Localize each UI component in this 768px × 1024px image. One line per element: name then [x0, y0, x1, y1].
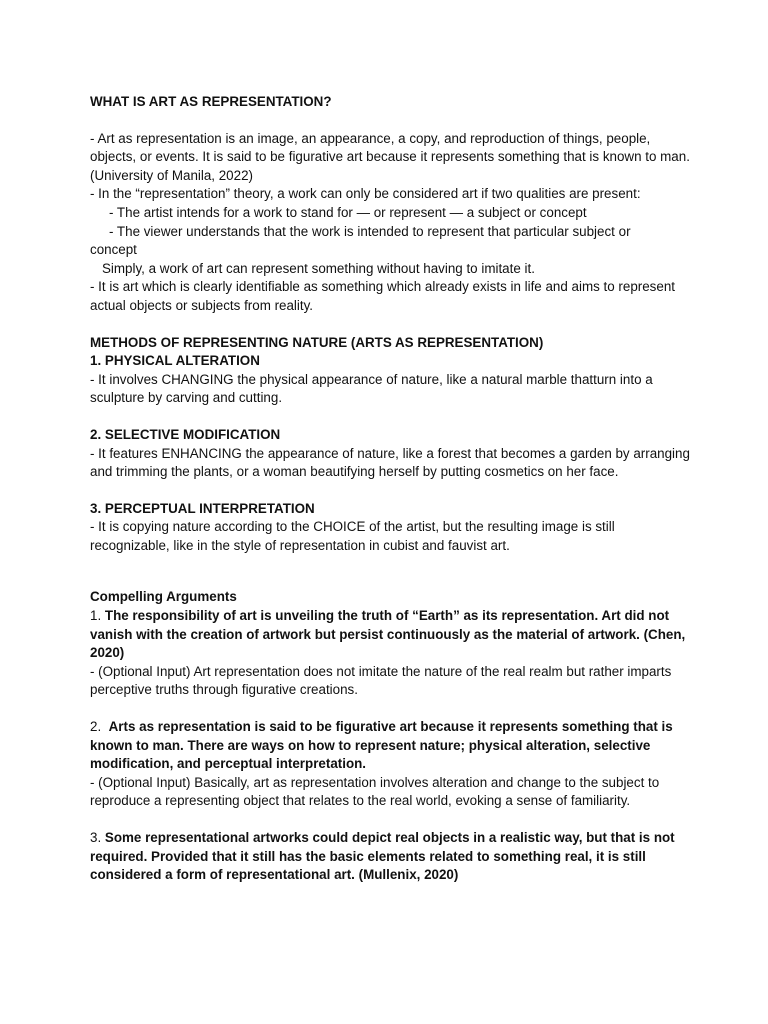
argument-1	[90, 607, 690, 663]
argument-1-number: 1.	[90, 608, 105, 624]
arguments-heading: Compelling Arguments	[90, 589, 237, 605]
method-1-text: - It involves CHANGING the physical appearance of nature, like a natural marble thatturn into a sculpture by carving and cutting.	[90, 371, 653, 406]
argument-3	[90, 829, 690, 885]
method-1-title: 1. PHYSICAL ALTERATION	[90, 353, 260, 369]
methods-heading: METHODS OF REPRESENTING NATURE (ARTS AS REPRESENTATION)	[90, 334, 544, 350]
document-title: WHAT IS ART AS REPRESENTATION?	[90, 94, 332, 109]
intro-sub-item-1: - The artist intends for a work to stand for — or represent — a subject or concept	[109, 204, 587, 220]
argument-3-statement: Some representational artworks could depict real objects in a realistic way, but that is not required. Provided that it still has the basic elements related to something real, it is still considered a form of representational art. (Mullenix, 2020)	[90, 830, 675, 883]
argument-2-optional-input: - (Optional Input) Basically, art as representation involves alteration and change to the subject to reproduce a representing object that relates to the real world, evoking a sense of familiarity.	[90, 774, 660, 809]
intro-paragraph-3: - It is art which is clearly identifiable as something which already exists in life and aims to represent actual objects or subjects from reality.	[90, 279, 675, 313]
argument-1-optional-input: - (Optional Input) Art representation does not imitate the nature of the real realm but rather imparts perceptive truths through figurative creations.	[90, 663, 672, 698]
method-2-title: 2. SELECTIVE MODIFICATION	[90, 426, 281, 442]
argument-2-number: 2.	[90, 719, 109, 735]
intro-sub-item-2: - The viewer understands that the work is intended to represent that particular subject or	[109, 223, 631, 239]
method-2-text: - It features ENHANCING the appearance of nature, like a forest that becomes a garden by arranging and trimming the plants, or a woman beautifying herself by putting cosmetics on her face.	[90, 445, 690, 480]
intro-paragraph-2: - In the “representation” theory, a work can only be considered art if two qualities are present:	[90, 186, 641, 202]
argument-1-statement: The responsibility of art is unveiling the truth of “Earth” as its representation. Art did not vanish with the creation of artwork but persist continuously as the material of artwork. (Chen, 2020)	[90, 608, 686, 661]
intro-sub-item-2-continued: concept	[90, 242, 137, 258]
argument-3-number: 3.	[90, 830, 105, 845]
method-3-text: - It is copying nature according to the CHOICE of the artist, but the resulting image is still recognizable, like in the style of representation in cubist and fauvist art.	[90, 519, 615, 553]
intro-paragraph-1: - Art as representation is an image, an appearance, a copy, and reproduction of things, people, objects, or events. It is said to be figurative art because it represents something that is known to man. (University of Manila, 2022)	[90, 130, 690, 183]
intro-simply-line: Simply, a work of art can represent something without having to imitate it.	[102, 260, 535, 276]
argument-2-statement: Arts as representation is said to be figurative art because it represents something that is known to man. There are ways on how to represent nature; physical alteration, selective modification, and perceptual interpretation.	[90, 719, 673, 772]
argument-2	[90, 718, 690, 774]
method-3-title: 3. PERCEPTUAL INTERPRETATION	[90, 500, 315, 516]
